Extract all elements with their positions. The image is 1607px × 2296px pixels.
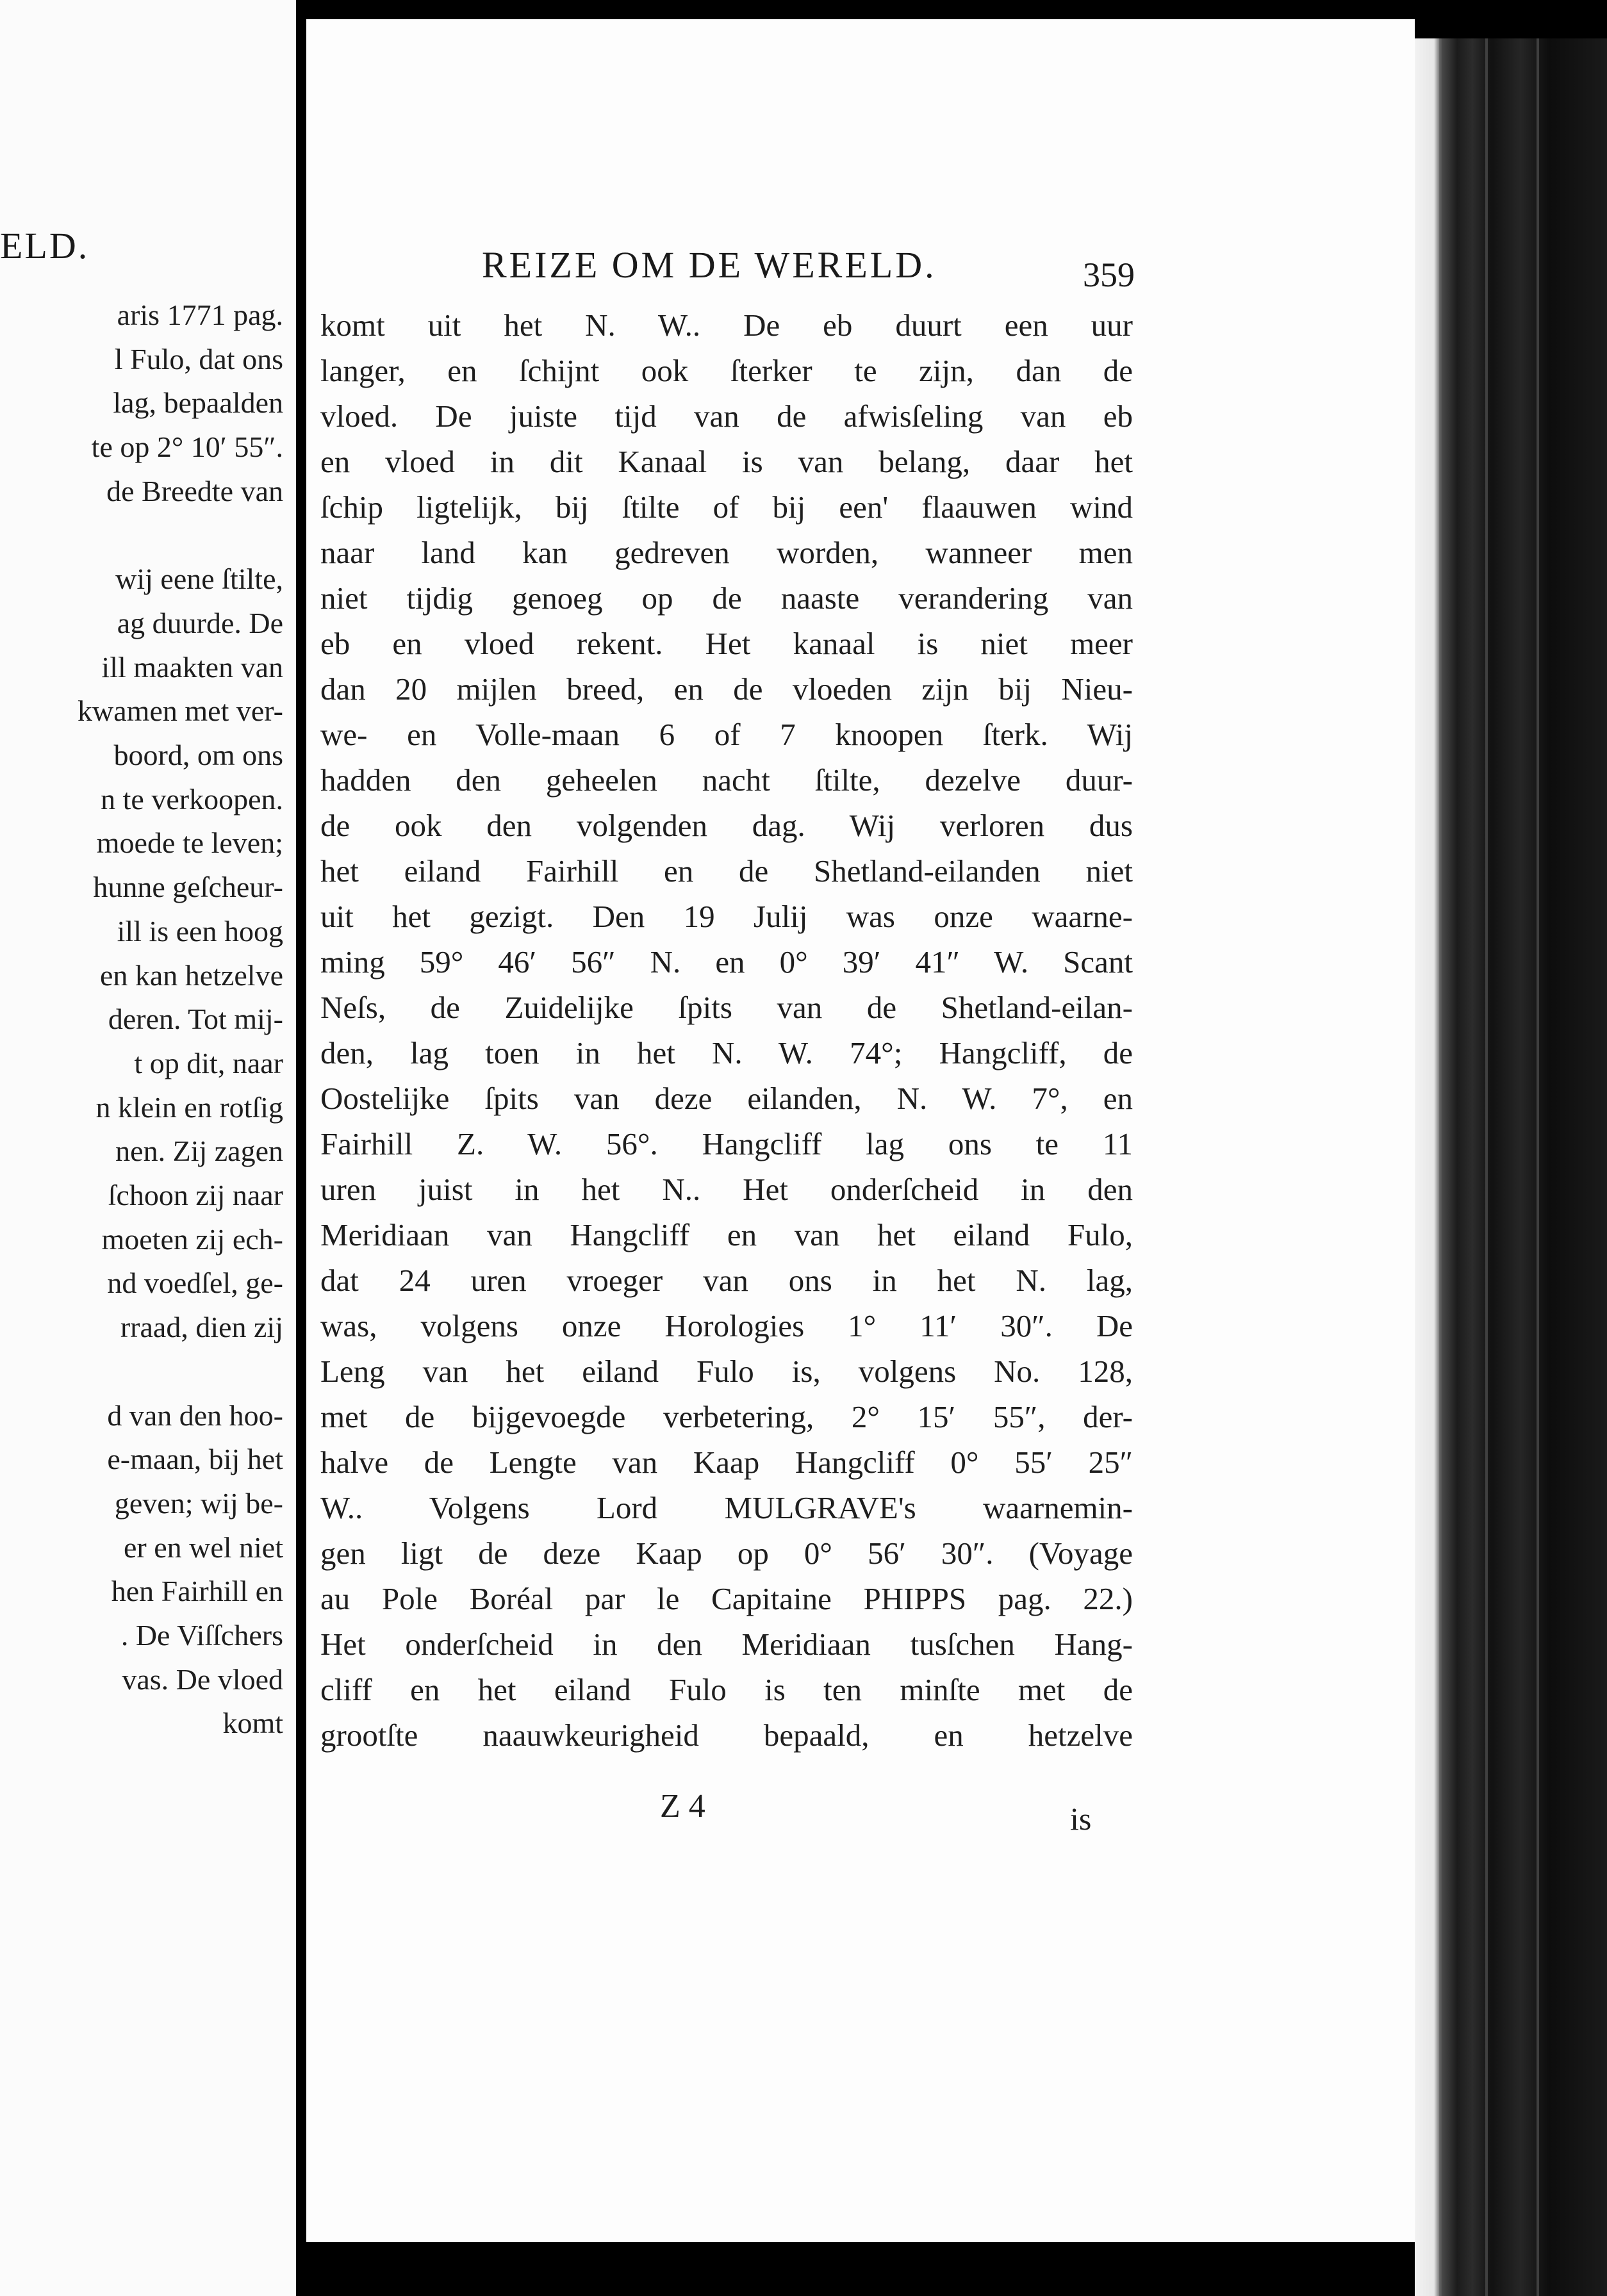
left-text-line: . De Viſſchers — [120, 1619, 283, 1652]
left-text-line: vas. De vloed — [122, 1662, 283, 1696]
left-text-line: ill is een hoog — [117, 914, 283, 947]
left-text-line: kwamen met ver- — [78, 694, 283, 728]
running-head: REIZE OM DE WERELD. — [482, 244, 937, 286]
left-text-line: hen Fairhill en — [111, 1575, 283, 1608]
left-text-line: moede te leven; — [96, 826, 283, 860]
left-text-line: er en wel niet — [123, 1530, 283, 1564]
body-text-line: gen ligt de deze Kaap op 0° 56′ 30″. (Voyage — [320, 1536, 1133, 1571]
book-fore-edge — [1415, 38, 1607, 2296]
left-text-line: hunne geſcheur- — [93, 871, 283, 904]
body-text-line: den, lag toen in het N. W. 74°; Hangcliff, de — [320, 1035, 1133, 1070]
body-text-line: langer, en ſchijnt ook ſterker te zijn, dan de — [320, 353, 1133, 388]
left-text-line: t op dit, naar — [134, 1046, 283, 1079]
body-text-line: grootſte naauwkeurigheid bepaald, en hetzelve — [320, 1718, 1133, 1753]
body-text-line: eb en vloed rekent. Het kanaal is niet meer — [320, 626, 1133, 661]
left-text-line: moeten zij ech- — [101, 1222, 283, 1256]
left-text-line: n klein en rotſig — [95, 1090, 283, 1124]
body-text-line: uren juist in het N.. Het onderſcheid in den — [320, 1172, 1133, 1207]
body-text-line: W.. Volgens Lord MULGRAVE's waarnemin- — [320, 1490, 1133, 1525]
left-text-line: nd voedſel, ge- — [107, 1267, 283, 1300]
left-text-line: n te verkoopen. — [101, 782, 283, 816]
body-text-line: hadden den geheelen nacht ſtilte, dezelve duur- — [320, 762, 1133, 798]
body-text-line: niet tijdig genoeg op de naaste verandering van — [320, 580, 1133, 616]
left-text-line: boord, om ons — [113, 739, 283, 771]
left-text-line: d van den hoo- — [107, 1398, 283, 1432]
left-text-line: aris 1771 pag. — [117, 299, 283, 331]
body-text-line: met de bijgevoegde verbetering, 2° 15′ 55″, der- — [320, 1399, 1133, 1434]
body-text-line: dan 20 mijlen breed, en de vloeden zijn bij Nieu- — [320, 671, 1133, 707]
body-text-line: Fairhill Z. W. 56°. Hangcliff lag ons te 11 — [320, 1126, 1133, 1161]
body-text-line: Meridiaan van Hangcliff en van het eiland Fulo, — [320, 1217, 1133, 1252]
body-text-line: Het onderſcheid in den Meridiaan tusſchen Hang- — [320, 1627, 1133, 1662]
body-text-line: we- en Volle-maan 6 of 7 knoopen ſterk. Wij — [320, 717, 1133, 752]
body-text-line: was, volgens onze Horologies 1° 11′ 30″. De — [320, 1308, 1133, 1343]
left-text-line: rraad, dien zij — [120, 1311, 283, 1344]
left-text-line: komt — [222, 1707, 283, 1740]
body-text-line: dat 24 uren vroeger van ons in het N. lag, — [320, 1263, 1133, 1298]
left-page-header: ELD. — [0, 225, 90, 266]
body-text-line: Oostelijke ſpits van deze eilanden, N. W. 7°, en — [320, 1081, 1133, 1116]
body-text-line: komt uit het N. W.. De eb duurt een uur — [320, 308, 1133, 343]
body-text-line: ſchip ligtelijk, bij ſtilte of bij een' flaauwen wind — [320, 489, 1133, 525]
body-text-line: en vloed in dit Kanaal is van belang, daar het — [320, 444, 1133, 479]
body-text-line: naar land kan gedreven worden, wanneer men — [320, 535, 1133, 570]
left-text-line: ag duurde. De — [117, 606, 283, 639]
left-text-line: ſchoon zij naar — [108, 1179, 283, 1211]
left-text-line: de Breedte van — [106, 474, 283, 507]
body-text-line: uit het gezigt. Den 19 Julij was onze waarne- — [320, 899, 1133, 934]
left-page — [0, 0, 296, 2296]
body-text-line: halve de Lengte van Kaap Hangcliff 0° 55′ 25″ — [320, 1445, 1133, 1480]
left-text-line: ill maakten van — [101, 650, 283, 684]
signature-mark: Z 4 — [660, 1788, 705, 1824]
left-text-line: en kan hetzelve — [99, 958, 283, 992]
left-text-line: wij eene ſtilte, — [115, 562, 283, 596]
body-text-line: cliff en het eiland Fulo is ten minſte met de — [320, 1672, 1133, 1707]
body-text-line: Leng van het eiland Fulo is, volgens No. 128, — [320, 1354, 1133, 1389]
left-text-line: geven; wij be- — [114, 1486, 283, 1520]
page-number: 359 — [1083, 256, 1135, 294]
body-text-line: Neſs, de Zuidelijke ſpits van de Shetland-eilan- — [320, 990, 1133, 1025]
body-text-line: au Pole Boréal par le Capitaine PHIPPS pag. 22.) — [320, 1581, 1133, 1616]
body-text-line: ming 59° 46′ 56″ N. en 0° 39′ 41″ W. Scant — [320, 944, 1133, 980]
body-text-line: het eiland Fairhill en de Shetland-eilanden niet — [320, 853, 1133, 889]
left-text-line: nen. Zij zagen — [115, 1135, 283, 1168]
left-text-line: l Fulo, dat ons — [114, 342, 283, 375]
left-text-line: lag, bepaalden — [113, 386, 283, 420]
left-text-line: e-maan, bij het — [107, 1443, 283, 1476]
body-text-line: de ook den volgenden dag. Wij verloren dus — [320, 808, 1133, 843]
left-text-line: te op 2° 10′ 55″. — [91, 430, 283, 464]
catchword: is — [1070, 1801, 1092, 1837]
body-text-line: vloed. De juiste tijd van de afwisſeling van eb — [320, 398, 1133, 434]
left-text-line: deren. Tot mij- — [108, 1003, 283, 1036]
